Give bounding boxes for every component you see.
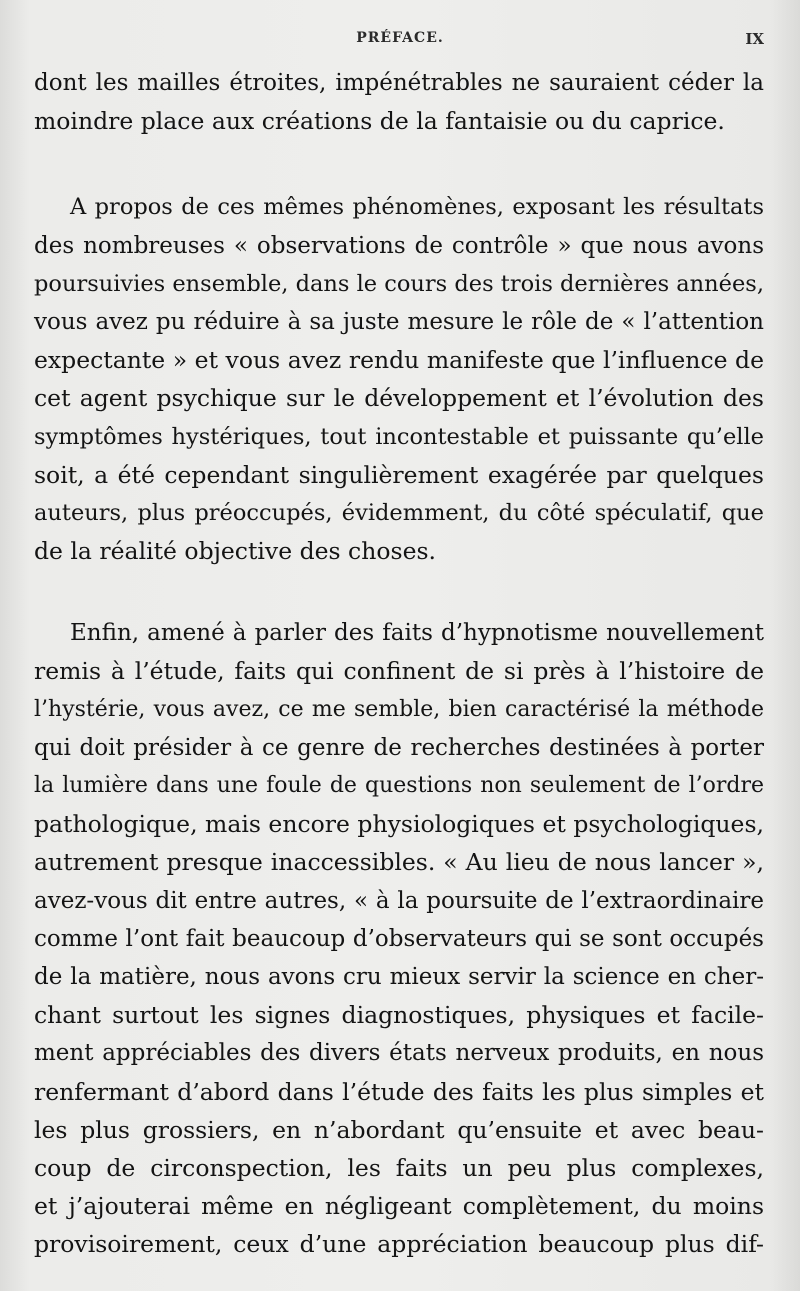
paragraph-3 (34, 614, 764, 1263)
page-number: IX (745, 30, 764, 48)
text-line: A propos de ces mêmes phénomènes, exposant les résultats (70, 194, 764, 221)
body-text (34, 64, 764, 1263)
text-line: remis à l’étude, faits qui confinent de si près à l’histoire de (34, 657, 764, 686)
text-line: de la réalité objective des choses. (34, 537, 437, 566)
text-line: poursuivies ensemble, dans le cours des trois dernières années, (34, 270, 764, 297)
text-line: des nombreuses « observations de contrôle » que nous avons (34, 232, 764, 259)
text-line: qui doit présider à ce genre de recherches destinées à porter (34, 734, 764, 761)
text-line: avez-vous dit entre autres, « à la poursuite de l’extraordinaire (34, 887, 764, 914)
text-line: moindre place aux créations de la fantaisie ou du caprice. (34, 107, 725, 136)
text-line: les plus grossiers, en n’abordant qu’ensuite et avec beau- (34, 1115, 764, 1144)
text-line: renfermant d’abord dans l’étude des faits les plus simples et (34, 1077, 764, 1106)
text-line: vous avez pu réduire à sa juste mesure le rôle de « l’attention (34, 308, 764, 335)
text-line: et j’ajouterai même en négligeant complètement, du moins (34, 1192, 764, 1221)
text-line: auteurs, plus préoccupés, évidemment, du côté spéculatif, que (34, 499, 764, 526)
text-line: coup de circonspection, les faits un peu plus complexes, (34, 1153, 764, 1182)
text-line: chant surtout les signes diagnostiques, physiques et facile- (34, 1001, 764, 1030)
text-line: autrement presque inaccessibles. « Au lieu de nous lancer », (34, 848, 764, 877)
paragraph-2 (34, 188, 764, 570)
text-line: comme l’ont fait beaucoup d’observateurs qui se sont occupés (34, 925, 764, 952)
text-line: de la matière, nous avons cru mieux servir la science en cher- (34, 963, 764, 990)
text-line: expectante » et vous avez rendu manifeste que l’influence de (34, 346, 764, 375)
text-line: ment appréciables des divers états nerveux produits, en nous (34, 1040, 764, 1067)
page-header (0, 30, 800, 50)
running-title: PRÉFACE. (356, 30, 444, 46)
text-line: provisoirement, ceux d’une appréciation beaucoup plus dif- (34, 1230, 764, 1259)
paragraph-1 (34, 64, 764, 140)
text-line: Enfin, amené à parler des faits d’hypnotisme nouvellement (70, 620, 764, 647)
text-line: dont les mailles étroites, impénétrables ne sauraient céder la (34, 70, 764, 96)
text-line: la lumière dans une foule de questions non seulement de l’ordre (34, 773, 764, 798)
text-line: symptômes hystériques, tout incontestable et puissante qu’elle (34, 423, 764, 450)
text-line: cet agent psychique sur le développement et l’évolution des (34, 384, 764, 413)
text-line: pathologique, mais encore physiologiques et psychologiques, (34, 810, 764, 839)
text-line: soit, a été cependant singulièrement exagérée par quelques (34, 460, 764, 489)
text-line: l’hystérie, vous avez, ce me semble, bien caractérisé la méthode (34, 696, 764, 722)
